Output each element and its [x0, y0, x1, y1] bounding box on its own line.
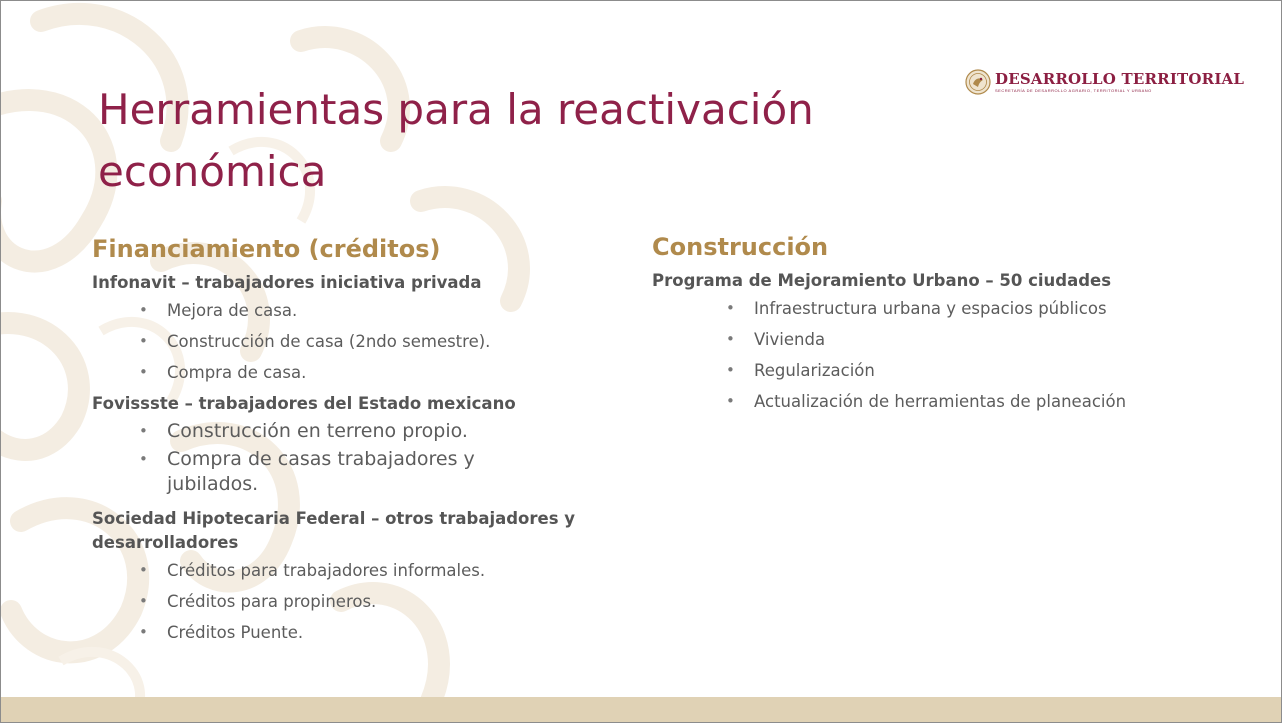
eagle-seal-icon [965, 69, 991, 95]
list-item: • Créditos Puente. [167, 617, 612, 648]
urban-program-list [754, 293, 1252, 417]
list-item: • Créditos para trabajadores informales. [167, 555, 612, 586]
list-item: • Vivienda [754, 324, 1252, 355]
logo-subtitle: SECRETARÍA DE DESARROLLO AGRARIO, TERRITORIAL Y URBANO [995, 88, 1152, 93]
fovissste-heading: Fovissste – trabajadores del Estado mexicano [92, 394, 516, 413]
list-item: • Construcción de casa (2ndo semestre). [167, 326, 612, 357]
list-item: • Créditos para propineros. [167, 586, 612, 617]
construction-column [652, 229, 1252, 417]
list-item: • Actualización de herramientas de planeación [754, 386, 1252, 417]
desarrollo-territorial-logo [965, 69, 1244, 95]
list-item: • Infraestructura urbana y espacios públicos [754, 293, 1252, 324]
shf-list [167, 555, 612, 648]
shf-heading: Sociedad Hipotecaria Federal – otros trabajadores y desarrolladores [92, 509, 576, 552]
list-item: • Regularización [754, 355, 1252, 386]
footer-band [1, 697, 1281, 722]
infonavit-heading: Infonavit – trabajadores iniciativa privada [92, 273, 482, 292]
logo-title: DESARROLLO TERRITORIAL [995, 70, 1245, 88]
financing-column [92, 231, 612, 648]
fovissste-list [167, 419, 537, 497]
financing-heading: Financiamiento (créditos) [92, 235, 441, 263]
list-item: • Construcción en terreno propio. [167, 419, 537, 444]
construction-heading: Construcción [652, 233, 829, 261]
infonavit-list [167, 295, 612, 388]
list-item: • Mejora de casa. [167, 295, 612, 326]
slide-title: Herramientas para la reactivación económica [98, 85, 814, 196]
list-item: • Compra de casas trabajadores y jubilados. [167, 447, 537, 497]
urban-program-heading: Programa de Mejoramiento Urbano – 50 ciudades [652, 271, 1112, 290]
list-item: • Compra de casa. [167, 357, 612, 388]
